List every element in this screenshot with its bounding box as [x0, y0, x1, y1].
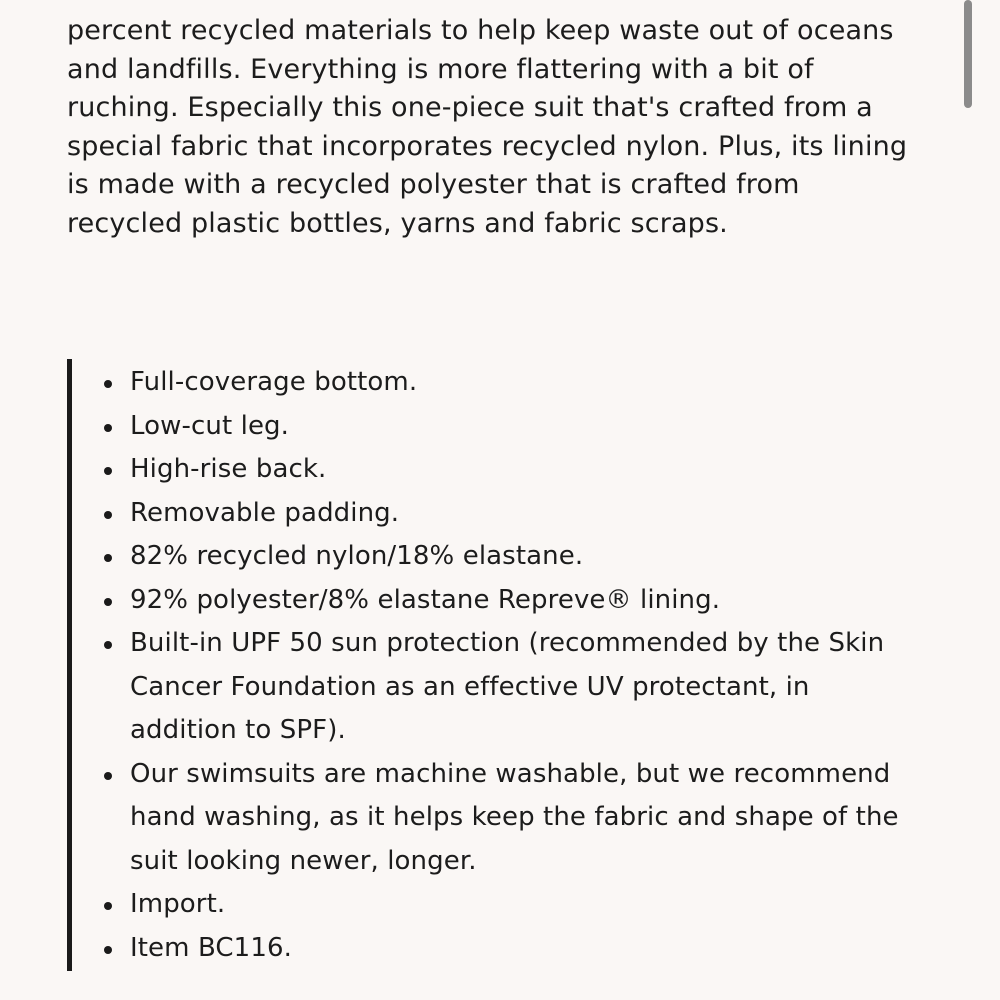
detail-item	[100, 535, 910, 579]
vertical-scrollbar[interactable]	[964, 0, 972, 108]
detail-text: High-rise back.	[130, 454, 327, 484]
detail-text: Item BC116.	[130, 932, 292, 963]
detail-item	[100, 448, 910, 492]
detail-item	[100, 405, 910, 449]
detail-item	[100, 927, 910, 971]
product-details-list	[100, 361, 910, 970]
product-description: percent recycled materials to help keep waste out of oceans and landfills. Everything is more flattering with a bit of ruching. Especially this one-piece suit that's crafted from a special fabric that incorporates recycled nylon. Plus, its lining is made with a recycled polyester that is crafted from recycled plastic bottles, yarns and fabric scraps.	[67, 15, 908, 239]
bullet-icon	[104, 424, 112, 432]
bullet-icon	[104, 511, 112, 519]
detail-text: Import.	[130, 889, 226, 919]
detail-item	[100, 753, 910, 884]
detail-text: 92% polyester/8% elastane Repreve® lining.	[130, 584, 721, 615]
detail-item	[100, 361, 910, 405]
detail-item	[100, 883, 910, 927]
detail-item	[100, 579, 910, 623]
detail-text: Built-in UPF 50 sun protection (recommended by the Skin Cancer Foundation as an effective UV protectant, in addition to SPF).	[130, 628, 885, 745]
detail-item	[100, 492, 910, 536]
detail-text: Full-coverage bottom.	[130, 367, 418, 397]
bullet-icon	[104, 641, 112, 649]
detail-text: Low-cut leg.	[130, 410, 290, 441]
bullet-icon	[104, 554, 112, 562]
bullet-icon	[104, 946, 112, 954]
detail-item	[100, 622, 910, 753]
bullet-icon	[104, 467, 112, 475]
product-details-section	[67, 359, 932, 971]
detail-text: Our swimsuits are machine washable, but we recommend hand washing, as it helps keep the fabric and shape of the suit looking newer, longer.	[130, 758, 899, 876]
bullet-icon	[104, 380, 112, 388]
detail-text: Removable padding.	[130, 497, 400, 528]
scrollbar-thumb[interactable]	[964, 0, 972, 108]
bullet-icon	[104, 772, 112, 780]
detail-text: 82% recycled nylon/18% elastane.	[130, 541, 584, 571]
bullet-icon	[104, 598, 112, 606]
bullet-icon	[104, 902, 112, 910]
